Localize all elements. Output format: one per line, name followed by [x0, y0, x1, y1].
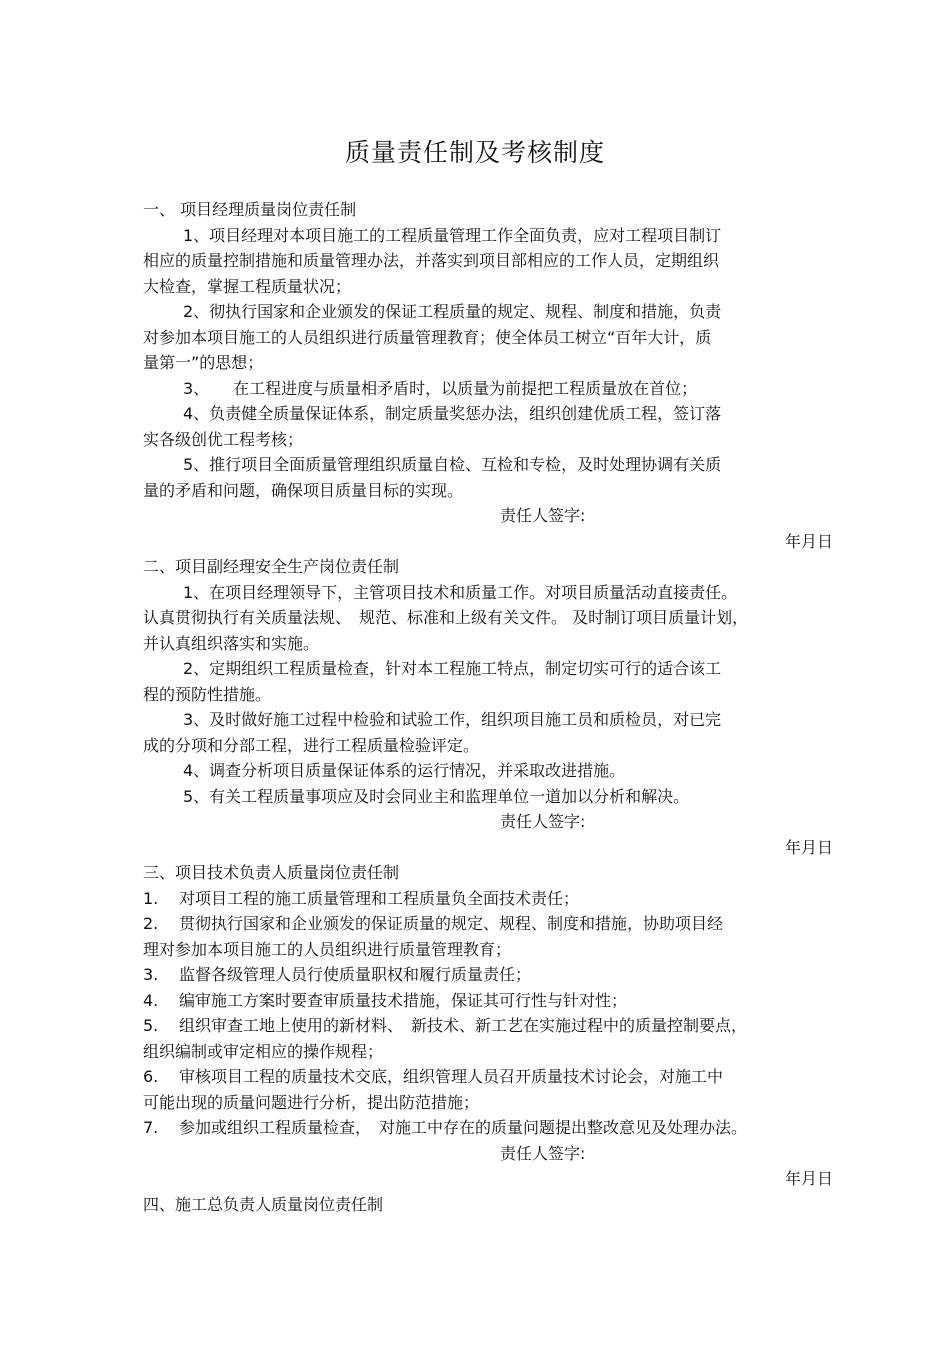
numbered-item [143, 886, 833, 912]
paragraph-line: 1、在项目经理领导下，主管项目技术和质量工作。对项目质量活动直接责任。 [183, 582, 738, 602]
numbered-item [143, 1064, 833, 1090]
signature-label: 责任人签字: [500, 506, 586, 525]
paragraph-line: 量第一”的思想； [143, 353, 264, 372]
section-heading: 一、 项目经理质量岗位责任制 [143, 200, 357, 219]
paragraph-line: 3、及时做好施工过程中检验和试验工作，组织项目施工员和质检员，对已完 [183, 710, 722, 729]
item-number: 3. [143, 965, 159, 984]
section-heading: 三、项目技术负责人质量岗位责任制 [143, 863, 400, 882]
signature-label: 责任人签字: [500, 1143, 586, 1163]
numbered-item [143, 911, 833, 937]
date-label: 年月日 [784, 531, 833, 551]
paragraph-line: 4、调查分析项目质量保证体系的运行情况，并采取改进措施。 [183, 761, 626, 780]
paragraph-line: 成的分项和分部工程，进行工程质量检验评定。 [143, 735, 480, 755]
numbered-item [143, 1115, 833, 1141]
paragraph-line: 并认真组织落实和实施。 [143, 633, 320, 653]
paragraph-line: 量的矛盾和问题，确保项目质量目标的实现。 [143, 480, 464, 500]
paragraph-line: 对参加本项目施工的人员组织进行质量管理教育；使全体员工树立“百年大计，质 [143, 327, 712, 347]
paragraph-line: 3、 在工程进度与质量相矛盾时，以质量为前提把工程质量放在首位； [183, 378, 698, 398]
date-label: 年月日 [784, 837, 833, 857]
date-label: 年月日 [784, 1169, 833, 1188]
paragraph-line: 大检查，掌握工程质量状况； [143, 276, 352, 296]
paragraph-line: 5、推行项目全面质量管理组织质量自检、互检和专检，及时处理协调有关质 [183, 455, 722, 474]
numbered-item [143, 988, 833, 1014]
numbered-item [143, 1013, 833, 1039]
paragraph-line: 程的预防性措施。 [143, 684, 272, 704]
paragraph-line: 理对参加本项目施工的人员组织进行质量管理教育； [143, 939, 512, 959]
paragraph-line: 5、有关工程质量事项应及时会同业主和监理单位一道加以分析和解决。 [183, 786, 690, 806]
numbered-item [143, 962, 833, 988]
item-text: 组织审查工地上使用的新材料、 新技术、新工艺在实施过程中的质量控制要点， [179, 1016, 748, 1035]
signature-label: 责任人签字: [500, 812, 586, 831]
item-number: 6. [143, 1067, 159, 1086]
paragraph-line: 可能出现的质量问题进行分析，提出防范措施； [143, 1092, 480, 1112]
item-text: 对项目工程的施工质量管理和工程质量负全面技术责任； [179, 888, 580, 908]
paragraph-line: 相应的质量控制措施和质量管理办法，并落实到项目部相应的工作人员，定期组织 [143, 251, 720, 270]
paragraph-line: 2、定期组织工程质量检查，针对本工程施工特点，制定切实可行的适合该工 [183, 659, 722, 678]
item-text: 编审施工方案时要查审质量技术措施，保证其可行性与针对性； [179, 990, 628, 1010]
item-number: 4. [143, 990, 159, 1010]
item-text: 贯彻执行国家和企业颁发的保证质量的规定、规程、制度和措施，协助项目经 [179, 914, 724, 933]
item-text: 审核项目工程的质量技术交底，组织管理人员召开质量技术讨论会，对施工中 [179, 1067, 724, 1086]
item-text: 监督各级管理人员行使质量职权和履行质量责任； [179, 965, 532, 984]
section-heading: 四、施工总负责人质量岗位责任制 [143, 1194, 384, 1214]
paragraph-line: 4、负责健全质量保证体系，制定质量奖惩办法，组织创建优质工程，签订落 [183, 404, 722, 423]
section-heading: 二、项目副经理安全生产岗位责任制 [143, 557, 400, 576]
paragraph-line: 实各级创优工程考核； [143, 429, 304, 449]
paragraph-line: 认真贯彻执行有关质量法规、 规范、标准和上级有关文件。 及时制订项目质量计划， [143, 608, 749, 627]
item-number: 7. [143, 1118, 159, 1137]
paragraph-line: 1、项目经理对本项目施工的工程质量管理工作全面负责，应对工程项目制订 [183, 225, 722, 245]
page-title: 质量责任制及考核制度 [344, 138, 605, 167]
item-number: 5. [143, 1016, 159, 1035]
paragraph-line: 2、彻执行国家和企业颁发的保证工程质量的规定、规程、制度和措施，负责 [183, 302, 722, 321]
item-number: 2. [143, 914, 159, 933]
item-text: 参加或组织工程质量检查， 对施工中存在的质量问题提出整改意见及处理办法。 [179, 1118, 748, 1137]
paragraph-line: 组织编制或审定相应的操作规程； [143, 1041, 384, 1061]
item-number: 1. [143, 888, 159, 908]
document-body [143, 197, 833, 1217]
